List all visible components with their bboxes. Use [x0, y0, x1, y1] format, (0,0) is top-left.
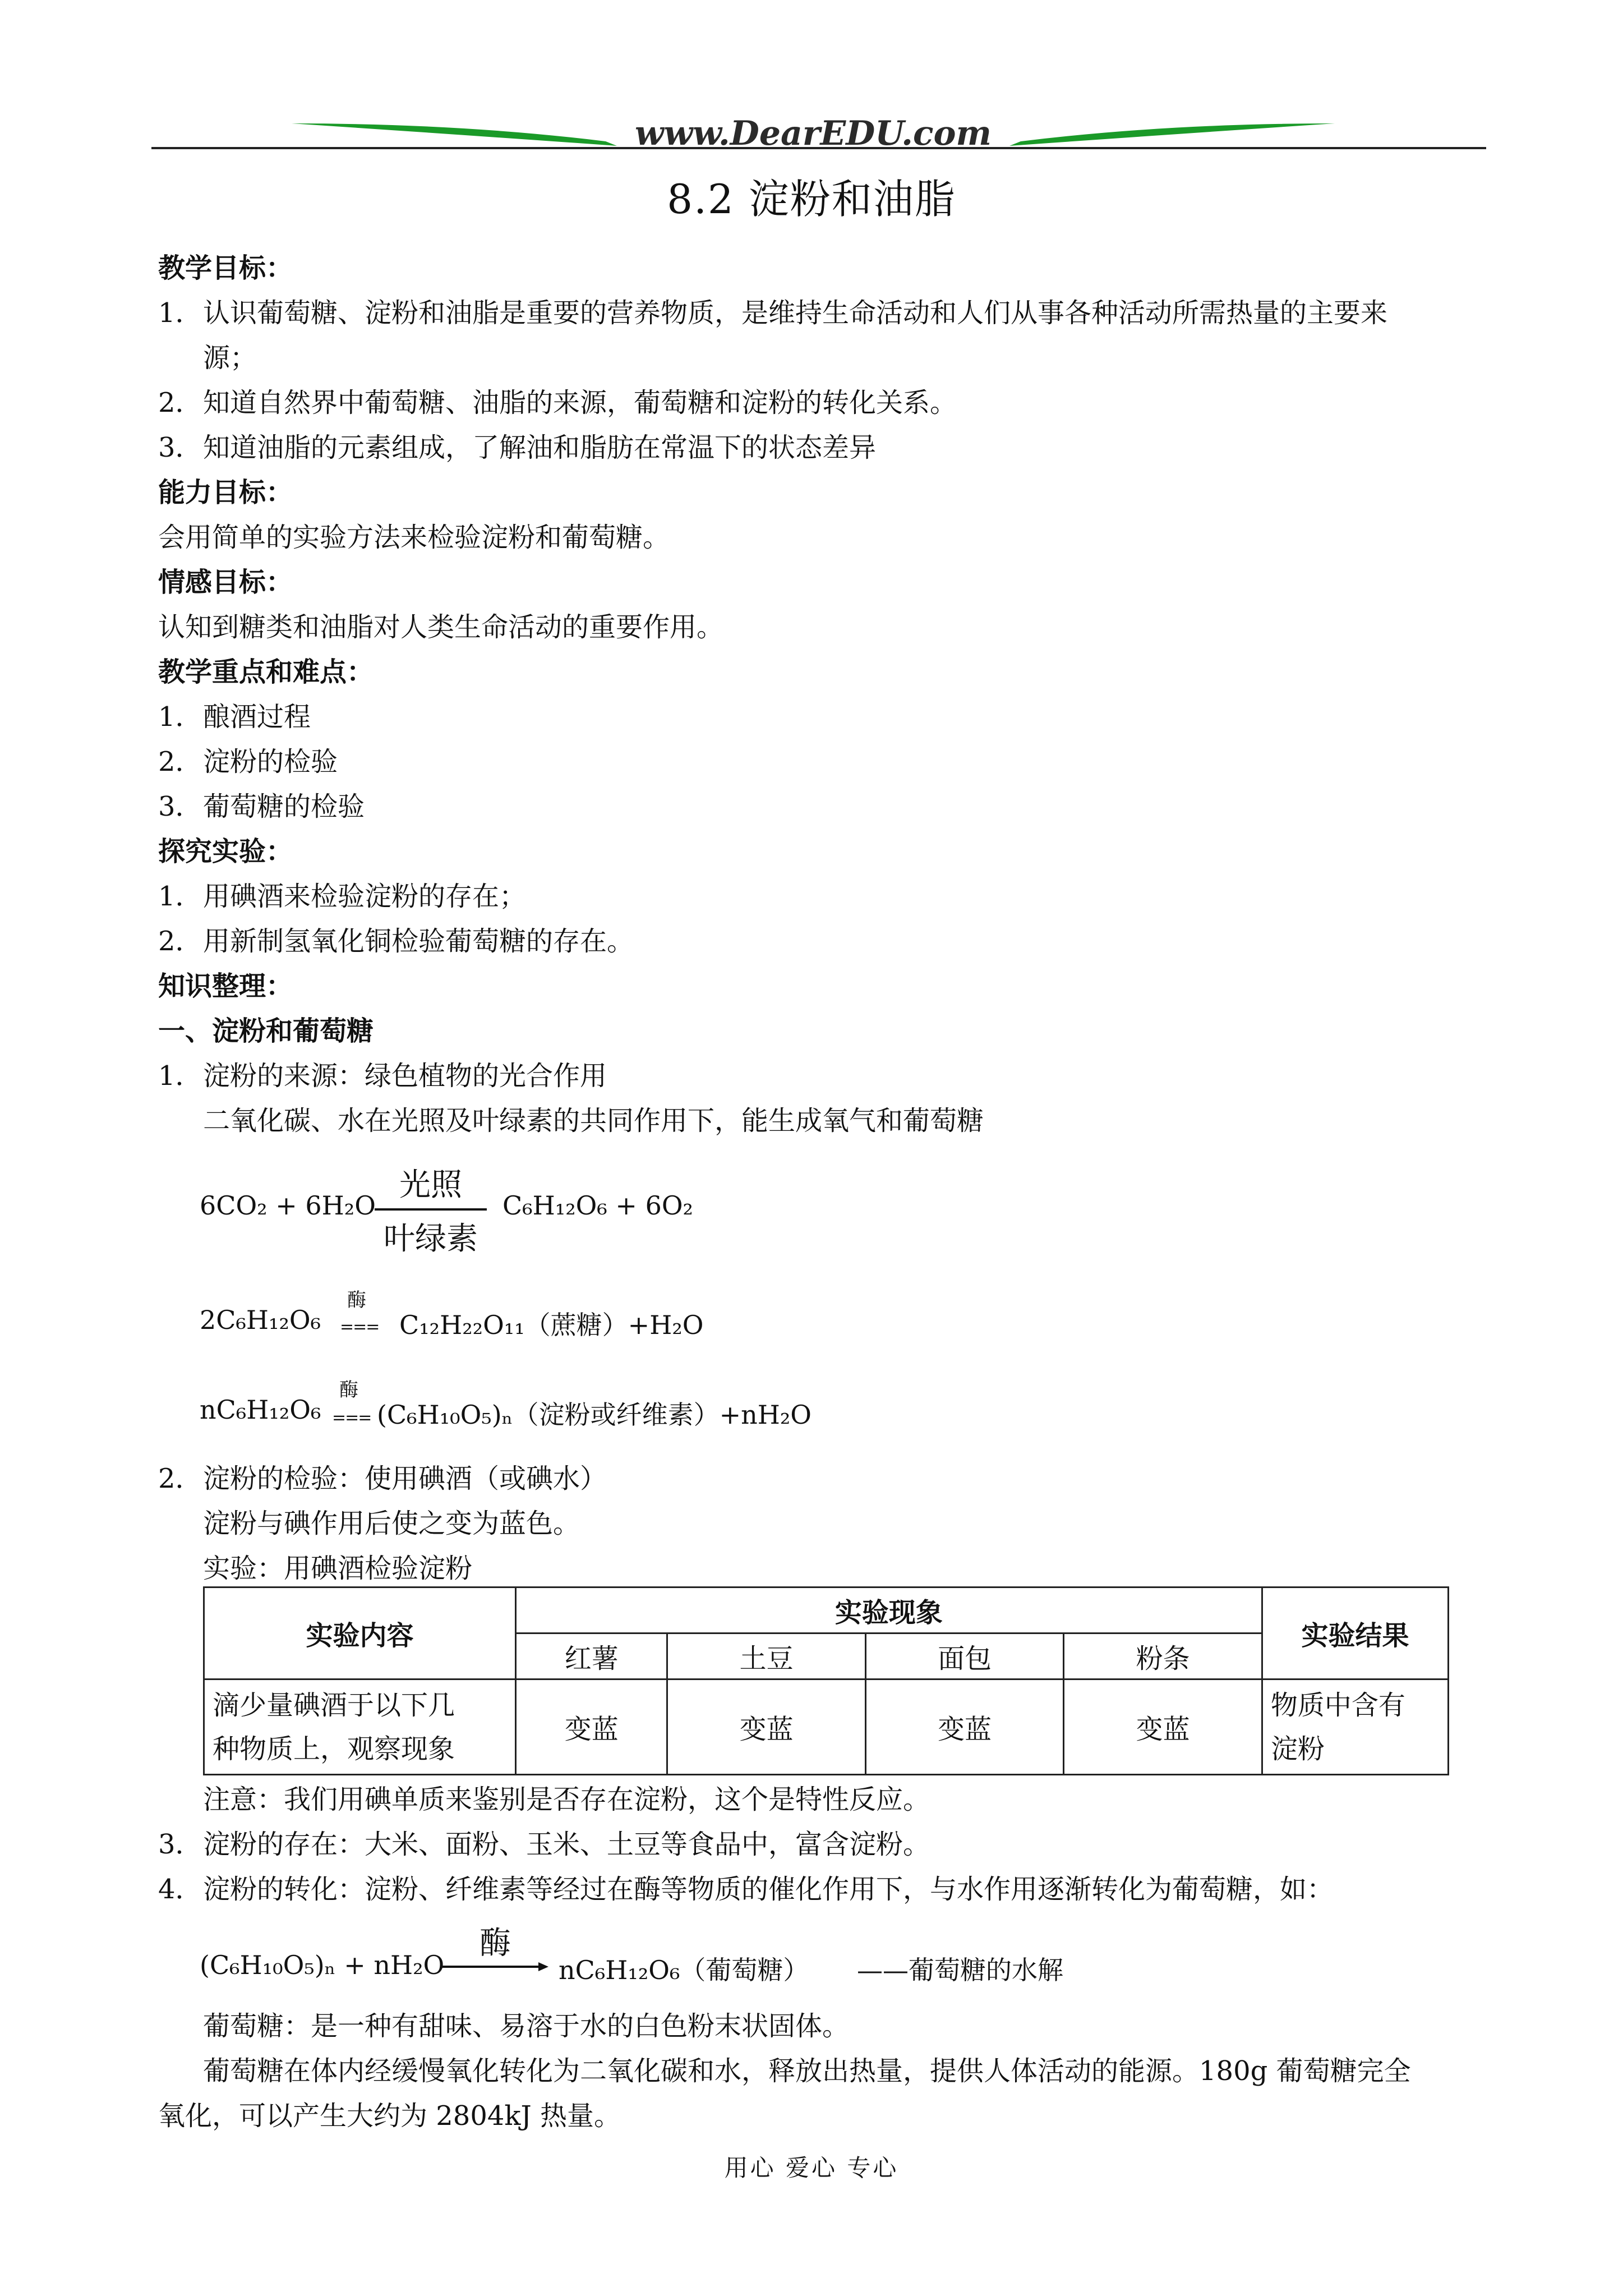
- experiment-1: 1．用碘酒来检验淀粉的存在；: [158, 881, 527, 912]
- starch-test: 2．淀粉的检验：使用碘酒（或碘水）: [158, 1463, 607, 1494]
- eq1-cond-top: 光照: [399, 1167, 462, 1203]
- note: 注意：我们用碘单质来鉴别是否存在淀粉，这个是特性反应。: [203, 1784, 930, 1815]
- starch-exist: 3．淀粉的存在：大米、面粉、玉米、土豆等食品中，富含淀粉。: [158, 1829, 930, 1860]
- th-phenomenon: 实验现象: [515, 1588, 1262, 1634]
- experiments-heading: 探究实验：: [158, 836, 293, 867]
- th-noodles: 粉条: [1064, 1634, 1262, 1680]
- goal-item-2: 2．知道自然界中葡萄糖、油脂的来源，葡萄糖和淀粉的转化关系。: [158, 387, 957, 418]
- cell-noodles: 变蓝: [1064, 1680, 1262, 1775]
- cell-bread: 变蓝: [865, 1680, 1063, 1775]
- eq3-left: nC₆H₁₂O₆: [200, 1395, 321, 1425]
- page-title: 8.2 淀粉和油脂: [667, 176, 956, 223]
- experiment-table: [203, 1586, 1449, 1775]
- experiment-2: 2．用新制氢氧化铜检验葡萄糖的存在。: [158, 926, 634, 957]
- starch-source: 1．淀粉的来源：绿色植物的光合作用: [158, 1060, 607, 1092]
- cell-result: 物质中含有 淀粉: [1262, 1680, 1448, 1775]
- starch-test-line1: 淀粉与碘作用后使之变为蓝色。: [203, 1508, 580, 1539]
- cell-sweet-potato: 变蓝: [515, 1680, 667, 1775]
- key-points-heading: 教学重点和难点：: [158, 656, 374, 688]
- section-1-heading: 一、淀粉和葡萄糖: [158, 1015, 374, 1047]
- th-bread: 面包: [865, 1634, 1063, 1680]
- eq1-right: C₆H₁₂O₆ + 6O₂: [502, 1190, 693, 1221]
- eq3-right: (C₆H₁₀O₅)ₙ（淀粉或纤维素）+nH₂O: [377, 1400, 812, 1430]
- eq4-condition: 酶: [479, 1925, 511, 1962]
- header-rule: [151, 147, 1486, 149]
- eq2-left: 2C₆H₁₂O₆: [200, 1305, 321, 1335]
- teaching-goals-heading: 教学目标：: [158, 252, 293, 284]
- footer: 用心 爱心 专心: [724, 2154, 899, 2182]
- goal-item-1-cont: 源；: [203, 342, 257, 374]
- eq1-cond-bottom: 叶绿素: [384, 1221, 478, 1257]
- th-potato: 土豆: [667, 1634, 865, 1680]
- eq4-right: nC₆H₁₂O₆（葡萄糖）: [559, 1955, 809, 1985]
- eq4-arrow-icon: [442, 1961, 548, 1972]
- goal-item-1: 1．认识葡萄糖、淀粉和油脂是重要的营养物质，是维持生命活动和人们从事各种活动所需热量的主要来: [158, 297, 1388, 329]
- table-header-row: [204, 1588, 1449, 1634]
- glucose-desc: 葡萄糖：是一种有甜味、易溶于水的白色粉末状固体。: [203, 2010, 850, 2042]
- cell-potato: 变蓝: [667, 1680, 865, 1775]
- eq3-condition: 酶: [339, 1379, 358, 1401]
- key-point-3: 3．葡萄糖的检验: [158, 791, 365, 822]
- eq2-equals: ===: [340, 1317, 379, 1337]
- table-row: [204, 1680, 1449, 1775]
- eq1-left: 6CO₂ + 6H₂O: [200, 1190, 376, 1221]
- eq4-note: ——葡萄糖的水解: [857, 1955, 1063, 1985]
- key-point-1: 1．酿酒过程: [158, 701, 311, 733]
- knowledge-heading: 知识整理：: [158, 970, 293, 1002]
- th-result: 实验结果: [1262, 1588, 1448, 1680]
- th-content: 实验内容: [204, 1588, 516, 1680]
- ability-goals-text: 会用简单的实验方法来检验淀粉和葡萄糖。: [158, 522, 670, 553]
- starch-convert: 4．淀粉的转化：淀粉、纤维素等经过在酶等物质的催化作用下，与水作用逐渐转化为葡萄糖，如：: [158, 1874, 1334, 1905]
- eq1-bar: [375, 1208, 487, 1211]
- emotion-goals-heading: 情感目标：: [158, 567, 293, 598]
- cell-content: 滴少量碘酒于以下几 种物质上，观察现象: [204, 1680, 516, 1775]
- emotion-goals-text: 认知到糖类和油脂对人类生命活动的重要作用。: [158, 611, 724, 643]
- deared-logo: [292, 107, 1335, 157]
- eq1-condition: [375, 1160, 487, 1259]
- logo-text: www.DearEDU.com: [634, 114, 992, 153]
- glucose-oxidation-line2: 氧化，可以产生大约为 2804kJ 热量。: [158, 2100, 621, 2132]
- goal-item-3: 3．知道油脂的元素组成，了解油和脂肪在常温下的状态差异: [158, 432, 877, 463]
- glucose-oxidation-line1: 葡萄糖在体内经缓慢氧化转化为二氧化碳和水，释放出热量，提供人体活动的能源。180g 葡萄糖完全: [203, 2055, 1411, 2087]
- eq3-equals: ===: [332, 1408, 371, 1428]
- eq2-right: C₁₂H₂₂O₁₁（蔗糖）+H₂O: [399, 1310, 704, 1340]
- starch-test-line2: 实验：用碘酒检验淀粉: [203, 1553, 473, 1584]
- eq4-left: (C₆H₁₀O₅)ₙ + nH₂O: [200, 1950, 445, 1980]
- eq2-condition: 酶: [347, 1289, 366, 1312]
- starch-source-desc: 二氧化碳、水在光照及叶绿素的共同作用下，能生成氧气和葡萄糖: [203, 1105, 984, 1137]
- ability-goals-heading: 能力目标：: [158, 477, 293, 508]
- th-sweet-potato: 红薯: [515, 1634, 667, 1680]
- key-point-2: 2．淀粉的检验: [158, 746, 338, 777]
